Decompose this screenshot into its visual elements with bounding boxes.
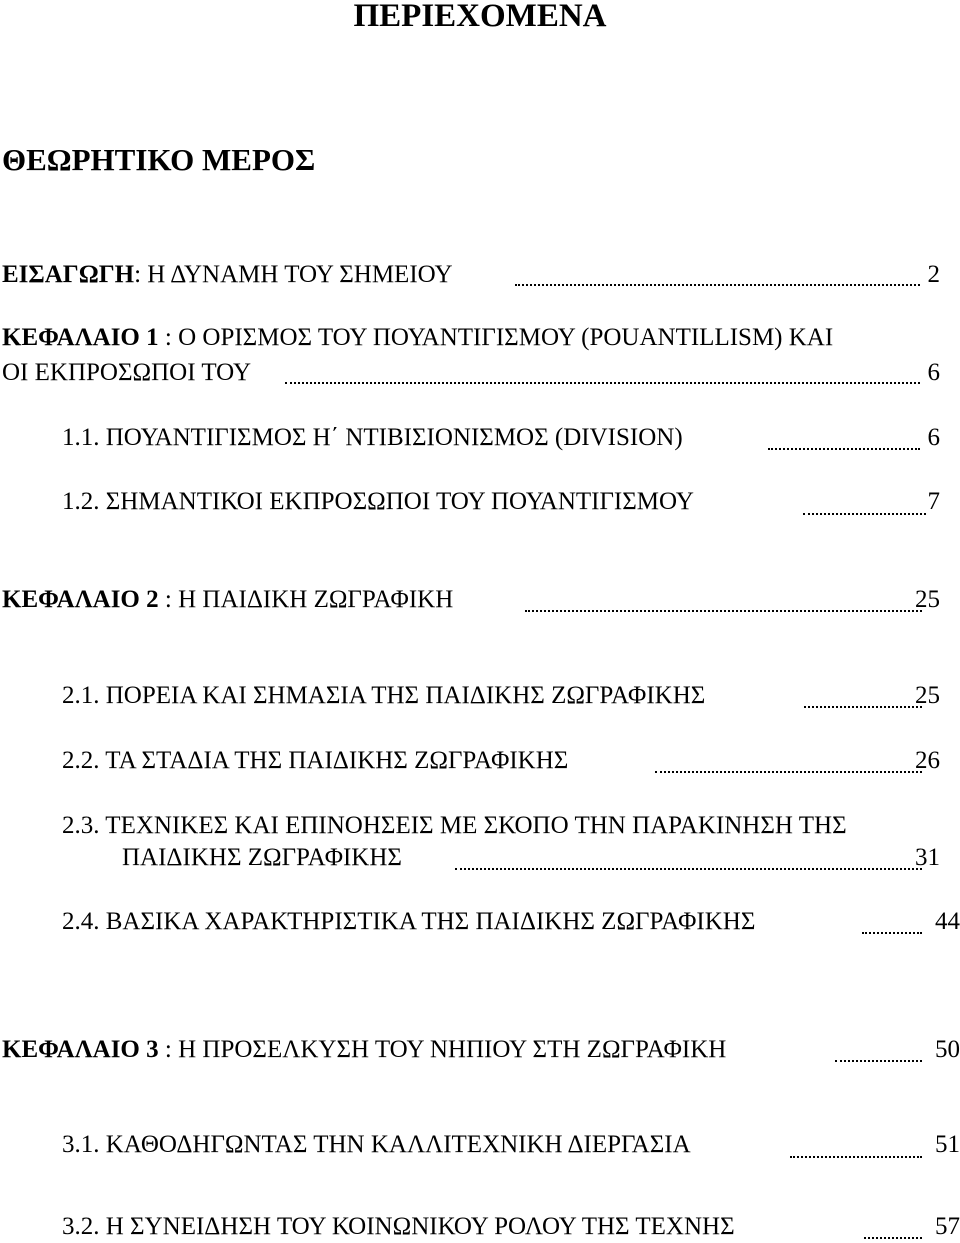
section-heading: ΘΕΩΡΗΤΙΚΟ ΜΕΡΟΣ bbox=[2, 142, 316, 177]
page-number: 2 bbox=[927, 261, 940, 288]
page-number: 51 bbox=[935, 1131, 960, 1158]
entry-label: ΚΕΦΑΛΑΙΟ 1 bbox=[2, 324, 159, 351]
toc-entry-2-3[interactable]: 2.3. ΤΕΧΝΙΚΕΣ ΚΑΙ ΕΠΙΝΟΗΣΕΙΣ ΜΕ ΣΚΟΠΟ ΤΗΝ ΠΑΡΑΚΙΝΗΣΗ ΤΗΣ bbox=[62, 812, 847, 839]
toc-entry-intro[interactable] bbox=[2, 259, 453, 291]
page-number: 6 bbox=[927, 424, 940, 451]
toc-entry-chapter-3[interactable] bbox=[2, 1034, 726, 1066]
dot-leader bbox=[655, 771, 922, 773]
dot-leader bbox=[862, 932, 922, 934]
entry-title: : Η ΠΡΟΣΕΛΚΥΣΗ ΤΟΥ ΝΗΠΙΟΥ ΣΤΗ ΖΩΓΡΑΦΙΚΗ bbox=[158, 1036, 727, 1063]
toc-entry-chapter-1[interactable] bbox=[2, 322, 833, 354]
dot-leader bbox=[790, 1156, 922, 1158]
toc-entry-2-2[interactable]: 2.2. ΤΑ ΣΤΑΔΙΑ ΤΗΣ ΠΑΙΔΙΚΗΣ ΖΩΓΡΑΦΙΚΗΣ bbox=[62, 747, 569, 774]
dot-leader bbox=[285, 382, 920, 384]
toc-entry-1-2[interactable]: 1.2. ΣΗΜΑΝΤΙΚΟΙ ΕΚΠΡΟΣΩΠΟΙ ΤΟΥ ΠΟΥΑΝΤΙΓΙΣΜΟΥ bbox=[62, 488, 694, 515]
toc-entry-chapter-2[interactable] bbox=[2, 584, 453, 616]
toc-entry-3-1[interactable]: 3.1. ΚΑΘΟΔΗΓΩΝΤΑΣ ΤΗΝ ΚΑΛΛΙΤΕΧΝΙΚΗ ΔΙΕΡΓΑΣΙΑ bbox=[62, 1131, 691, 1158]
page-title: ΠΕΡΙΕΧΟΜΕΝΑ bbox=[353, 0, 607, 34]
entry-title: : Ο ΟΡΙΣΜΟΣ ΤΟΥ ΠΟΥΑΝΤΙΓΙΣΜΟΥ (POUANTILLISM) ΚΑΙ bbox=[158, 324, 834, 351]
entry-title: : Η ΠΑΙΔΙΚΗ ΖΩΓΡΑΦΙΚΗ bbox=[158, 586, 454, 613]
page-number: 7 bbox=[927, 488, 940, 515]
dot-leader bbox=[525, 610, 922, 612]
entry-label: ΕΙΣΑΓΩΓΗ bbox=[2, 261, 135, 288]
page-number: 25 bbox=[915, 586, 940, 613]
dot-leader bbox=[803, 513, 926, 515]
toc-entry-1-1[interactable]: 1.1. ΠΟΥΑΝΤΙΓΙΣΜΟΣ Η΄ ΝΤΙΒΙΣΙΟΝΙΣΜΟΣ (DIVISION) bbox=[62, 424, 683, 451]
dot-leader bbox=[768, 448, 920, 450]
entry-label: ΚΕΦΑΛΑΙΟ 2 bbox=[2, 586, 159, 613]
dot-leader bbox=[864, 1237, 922, 1239]
page-number: 25 bbox=[915, 682, 940, 709]
page-number: 31 bbox=[915, 844, 940, 871]
entry-title: : Η ΔΥΝΑΜΗ ΤΟΥ ΣΗΜΕΙΟΥ bbox=[134, 261, 453, 288]
dot-leader bbox=[455, 868, 922, 870]
page-number: 44 bbox=[935, 908, 960, 935]
page-number: 26 bbox=[915, 747, 940, 774]
toc-entry-3-2[interactable]: 3.2. Η ΣΥΝΕΙΔΗΣΗ ΤΟΥ ΚΟΙΝΩΝΙΚΟΥ ΡΟΛΟΥ ΤΗΣ ΤΕΧΝΗΣ bbox=[62, 1213, 735, 1240]
entry-title-line-2: ΟΙ ΕΚΠΡΟΣΩΠΟΙ ΤΟΥ bbox=[2, 359, 252, 386]
page-number: 6 bbox=[927, 359, 940, 386]
page-number: 57 bbox=[935, 1213, 960, 1240]
dot-leader bbox=[515, 284, 920, 286]
toc-entry-2-1[interactable]: 2.1. ΠΟΡΕΙΑ ΚΑΙ ΣΗΜΑΣΙΑ ΤΗΣ ΠΑΙΔΙΚΗΣ ΖΩΓΡΑΦΙΚΗΣ bbox=[62, 682, 706, 709]
entry-title-line-2: ΠΑΙΔΙΚΗΣ ΖΩΓΡΑΦΙΚΗΣ bbox=[122, 844, 402, 871]
page-number: 50 bbox=[935, 1036, 960, 1063]
toc-entry-2-4[interactable]: 2.4. ΒΑΣΙΚΑ ΧΑΡΑΚΤΗΡΙΣΤΙΚΑ ΤΗΣ ΠΑΙΔΙΚΗΣ ΖΩΓΡΑΦΙΚΗΣ bbox=[62, 908, 756, 935]
entry-label: ΚΕΦΑΛΑΙΟ 3 bbox=[2, 1036, 159, 1063]
dot-leader bbox=[804, 706, 922, 708]
dot-leader bbox=[835, 1060, 922, 1062]
